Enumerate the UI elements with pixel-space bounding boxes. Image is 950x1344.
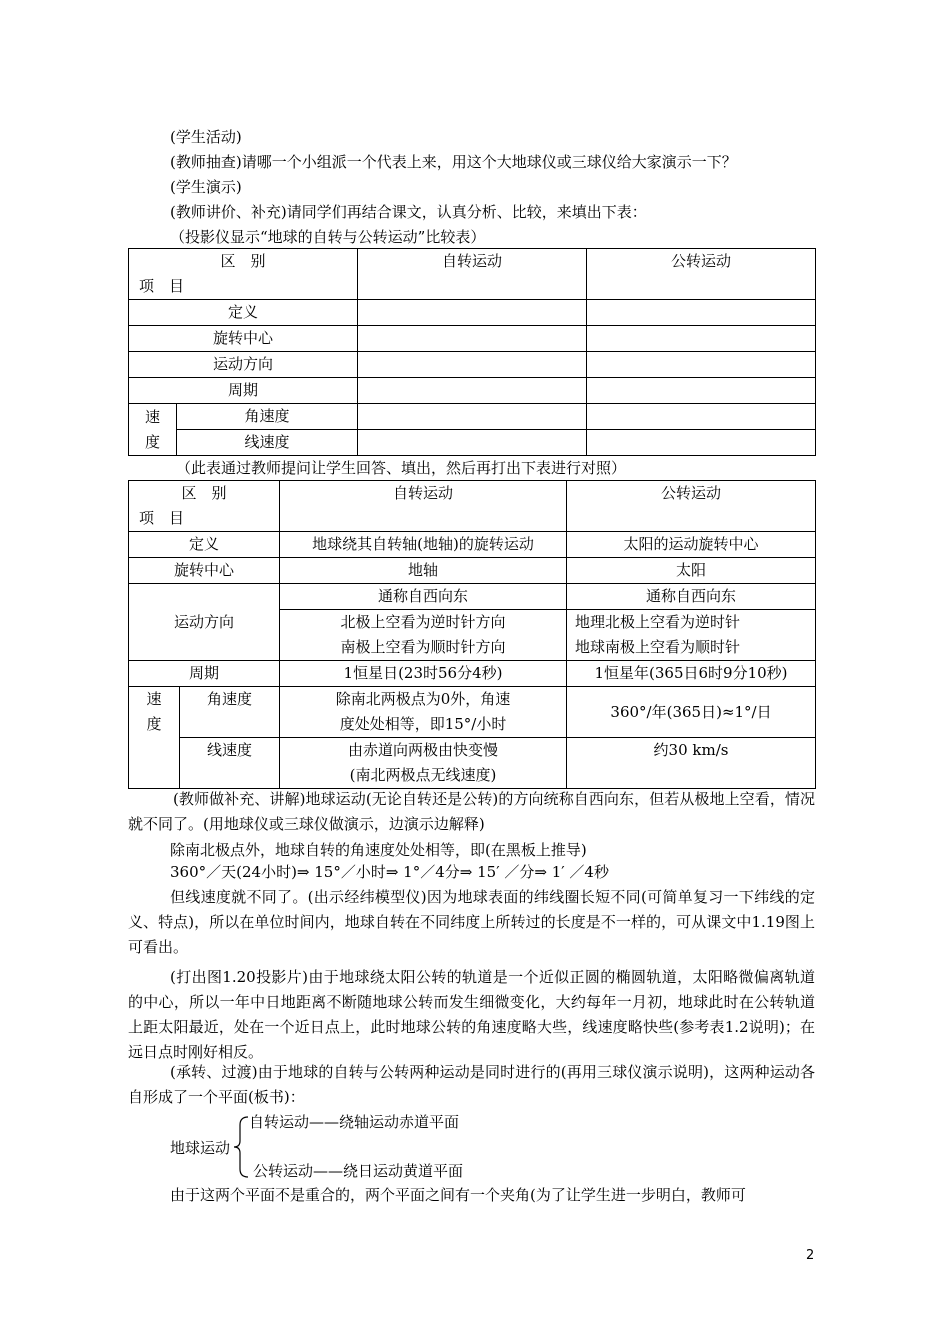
blank-comparison-table [128,248,816,456]
header-item: 项 目 [139,509,185,527]
empty-cell [587,378,816,404]
paragraph-linear-speed: 但线速度就不同了。(出示经纬模型仪)因为地球表面的纬线圈长短不同(可简单复习一下纬线的定义、特点)，所以在单位时间内，地球自转在不同纬度上所转过的长度是不一样的，可从课文中1.19图上可看出。 [128,888,815,956]
header-distinction: 区 别 [220,252,266,270]
empty-cell [587,430,816,456]
row-label-period: 周期 [129,661,280,687]
row-label-linear: 线速度 [180,738,280,789]
paragraph-orbit: (打出图1.20投影片)由于地球绕太阳公转的轨道是一个近似正圆的椭圆轨道，太阳略微偏离轨道的中心，所以一年中日地距离不断随地球公转而发生细微变化，大约每年一月初，地球此时在公转轨道上距太阳最近，处在一个近日点上，此时地球公转的角速度略大些，线速度略快些(参考表1.2说明)；在远日点时刚好相反。 [128,968,815,1061]
header-rotation: 自转运动 [280,481,567,532]
empty-cell [587,404,816,430]
center-revolution: 太阳 [567,558,816,584]
direction-rotation-north: 北极上空看为逆时针方向 [340,613,506,631]
intro-line-2: (教师抽查)请哪一个小组派一个代表上来，用这个大地球仪或三球仪给大家演示一下？ [170,153,737,171]
angular-rotation-line2: 度处处相等，即15°/小时 [339,715,507,733]
definition-rotation: 地球绕其自转轴(地轴)的旋转运动 [280,532,567,558]
header-rotation: 自转运动 [358,249,587,300]
filled-comparison-table [128,480,816,789]
row-label-center: 旋转中心 [129,326,358,352]
board-item-rotation: 自转运动——绕轴运动赤道平面 [249,1113,460,1131]
empty-cell [358,300,587,326]
linear-rotation-line2: (南北两极点无线速度) [349,766,497,784]
intro-line-3: (学生演示) [170,178,242,196]
period-revolution: 1恒星年(365日6时9分10秒) [567,661,816,687]
row-label-direction: 运动方向 [129,352,358,378]
header-revolution: 公转运动 [587,249,816,300]
speed-label: 速度 [129,687,180,789]
row-label-center: 旋转中心 [129,558,280,584]
direction-rotation-detail [280,610,567,661]
direction-rotation-south: 南极上空看为顺时针方向 [340,638,506,656]
row-label-definition: 定义 [129,532,280,558]
linear-rotation-line1: 由赤道向两极由快变慢 [348,741,499,759]
empty-cell [587,326,816,352]
direction-revolution-north: 地理北极上空看为逆时针 [575,613,741,631]
definition-revolution: 太阳的运动旋转中心 [567,532,816,558]
direction-revolution-general: 通称自西向东 [567,584,816,610]
intro-line-5: （投影仪显示“地球的自转与公转运动”比较表） [170,228,486,246]
board-label: 地球运动 [170,1139,231,1157]
paragraph-direction: (教师做补充、讲解)地球运动(无论自转还是公转)的方向统称自西向东，但若从极地上空看，情况就不同了。(用地球仪或三球仪做演示，边演示边解释) [128,790,815,833]
header-item: 项 目 [139,277,185,295]
row-label-angular: 角速度 [180,687,280,738]
paragraph-angular: 除南北极点外，地球自转的角速度处处相等，即(在黑板上推导) [170,841,587,859]
direction-revolution-detail [567,610,816,661]
direction-revolution-south: 地球南极上空看为顺时针 [575,638,741,656]
header-revolution: 公转运动 [567,481,816,532]
empty-cell [358,378,587,404]
header-diagonal-cell [129,481,280,532]
curly-brace-icon [232,1115,250,1179]
page-number: 2 [806,1248,815,1263]
angular-revolution: 360°/年(365日)≈1°/日 [567,687,816,738]
empty-cell [587,300,816,326]
linear-revolution: 约30 km/s [567,738,816,789]
empty-cell [358,326,587,352]
linear-rotation [280,738,567,789]
header-distinction: 区 别 [181,484,227,502]
row-label-period: 周期 [129,378,358,404]
row-label-definition: 定义 [129,300,358,326]
intro-line-4: (教师讲价、补充)请同学们再结合课文，认真分析、比较，来填出下表： [170,203,647,221]
paragraph-planes: (承转、过渡)由于地球的自转与公转两种运动是同时进行的(再用三球仪演示说明)，这两种运动各自形成了一个平面(板书)： [128,1063,815,1106]
direction-rotation-general: 通称自西向东 [280,584,567,610]
angular-rotation [280,687,567,738]
center-rotation: 地轴 [280,558,567,584]
paragraph-angle: 由于这两个平面不是重合的，两个平面之间有一个夹角(为了让学生进一步明白，教师可 [170,1186,746,1204]
empty-cell [587,352,816,378]
empty-cell [358,430,587,456]
header-diagonal-cell [129,249,358,300]
paragraph-derivation: 360°／天(24小时)⇒ 15°／小时⇒ 1°／4分⇒ 15′ ／分⇒ 1′ ／4秒 [170,863,609,881]
row-label-direction: 运动方向 [129,584,280,661]
angular-rotation-line1: 除南北两极点为0外，角速 [335,690,511,708]
empty-cell [358,404,587,430]
empty-cell [358,352,587,378]
note-between-tables: （此表通过教师提问让学生回答、填出，然后再打出下表进行对照） [176,459,627,477]
speed-label: 速度 [129,404,177,456]
intro-line-1: (学生活动) [170,128,242,146]
row-label-angular: 角速度 [177,404,358,430]
row-label-linear: 线速度 [177,430,358,456]
board-item-revolution: 公转运动——绕日运动黄道平面 [253,1162,464,1180]
period-rotation: 1恒星日(23时56分4秒) [280,661,567,687]
